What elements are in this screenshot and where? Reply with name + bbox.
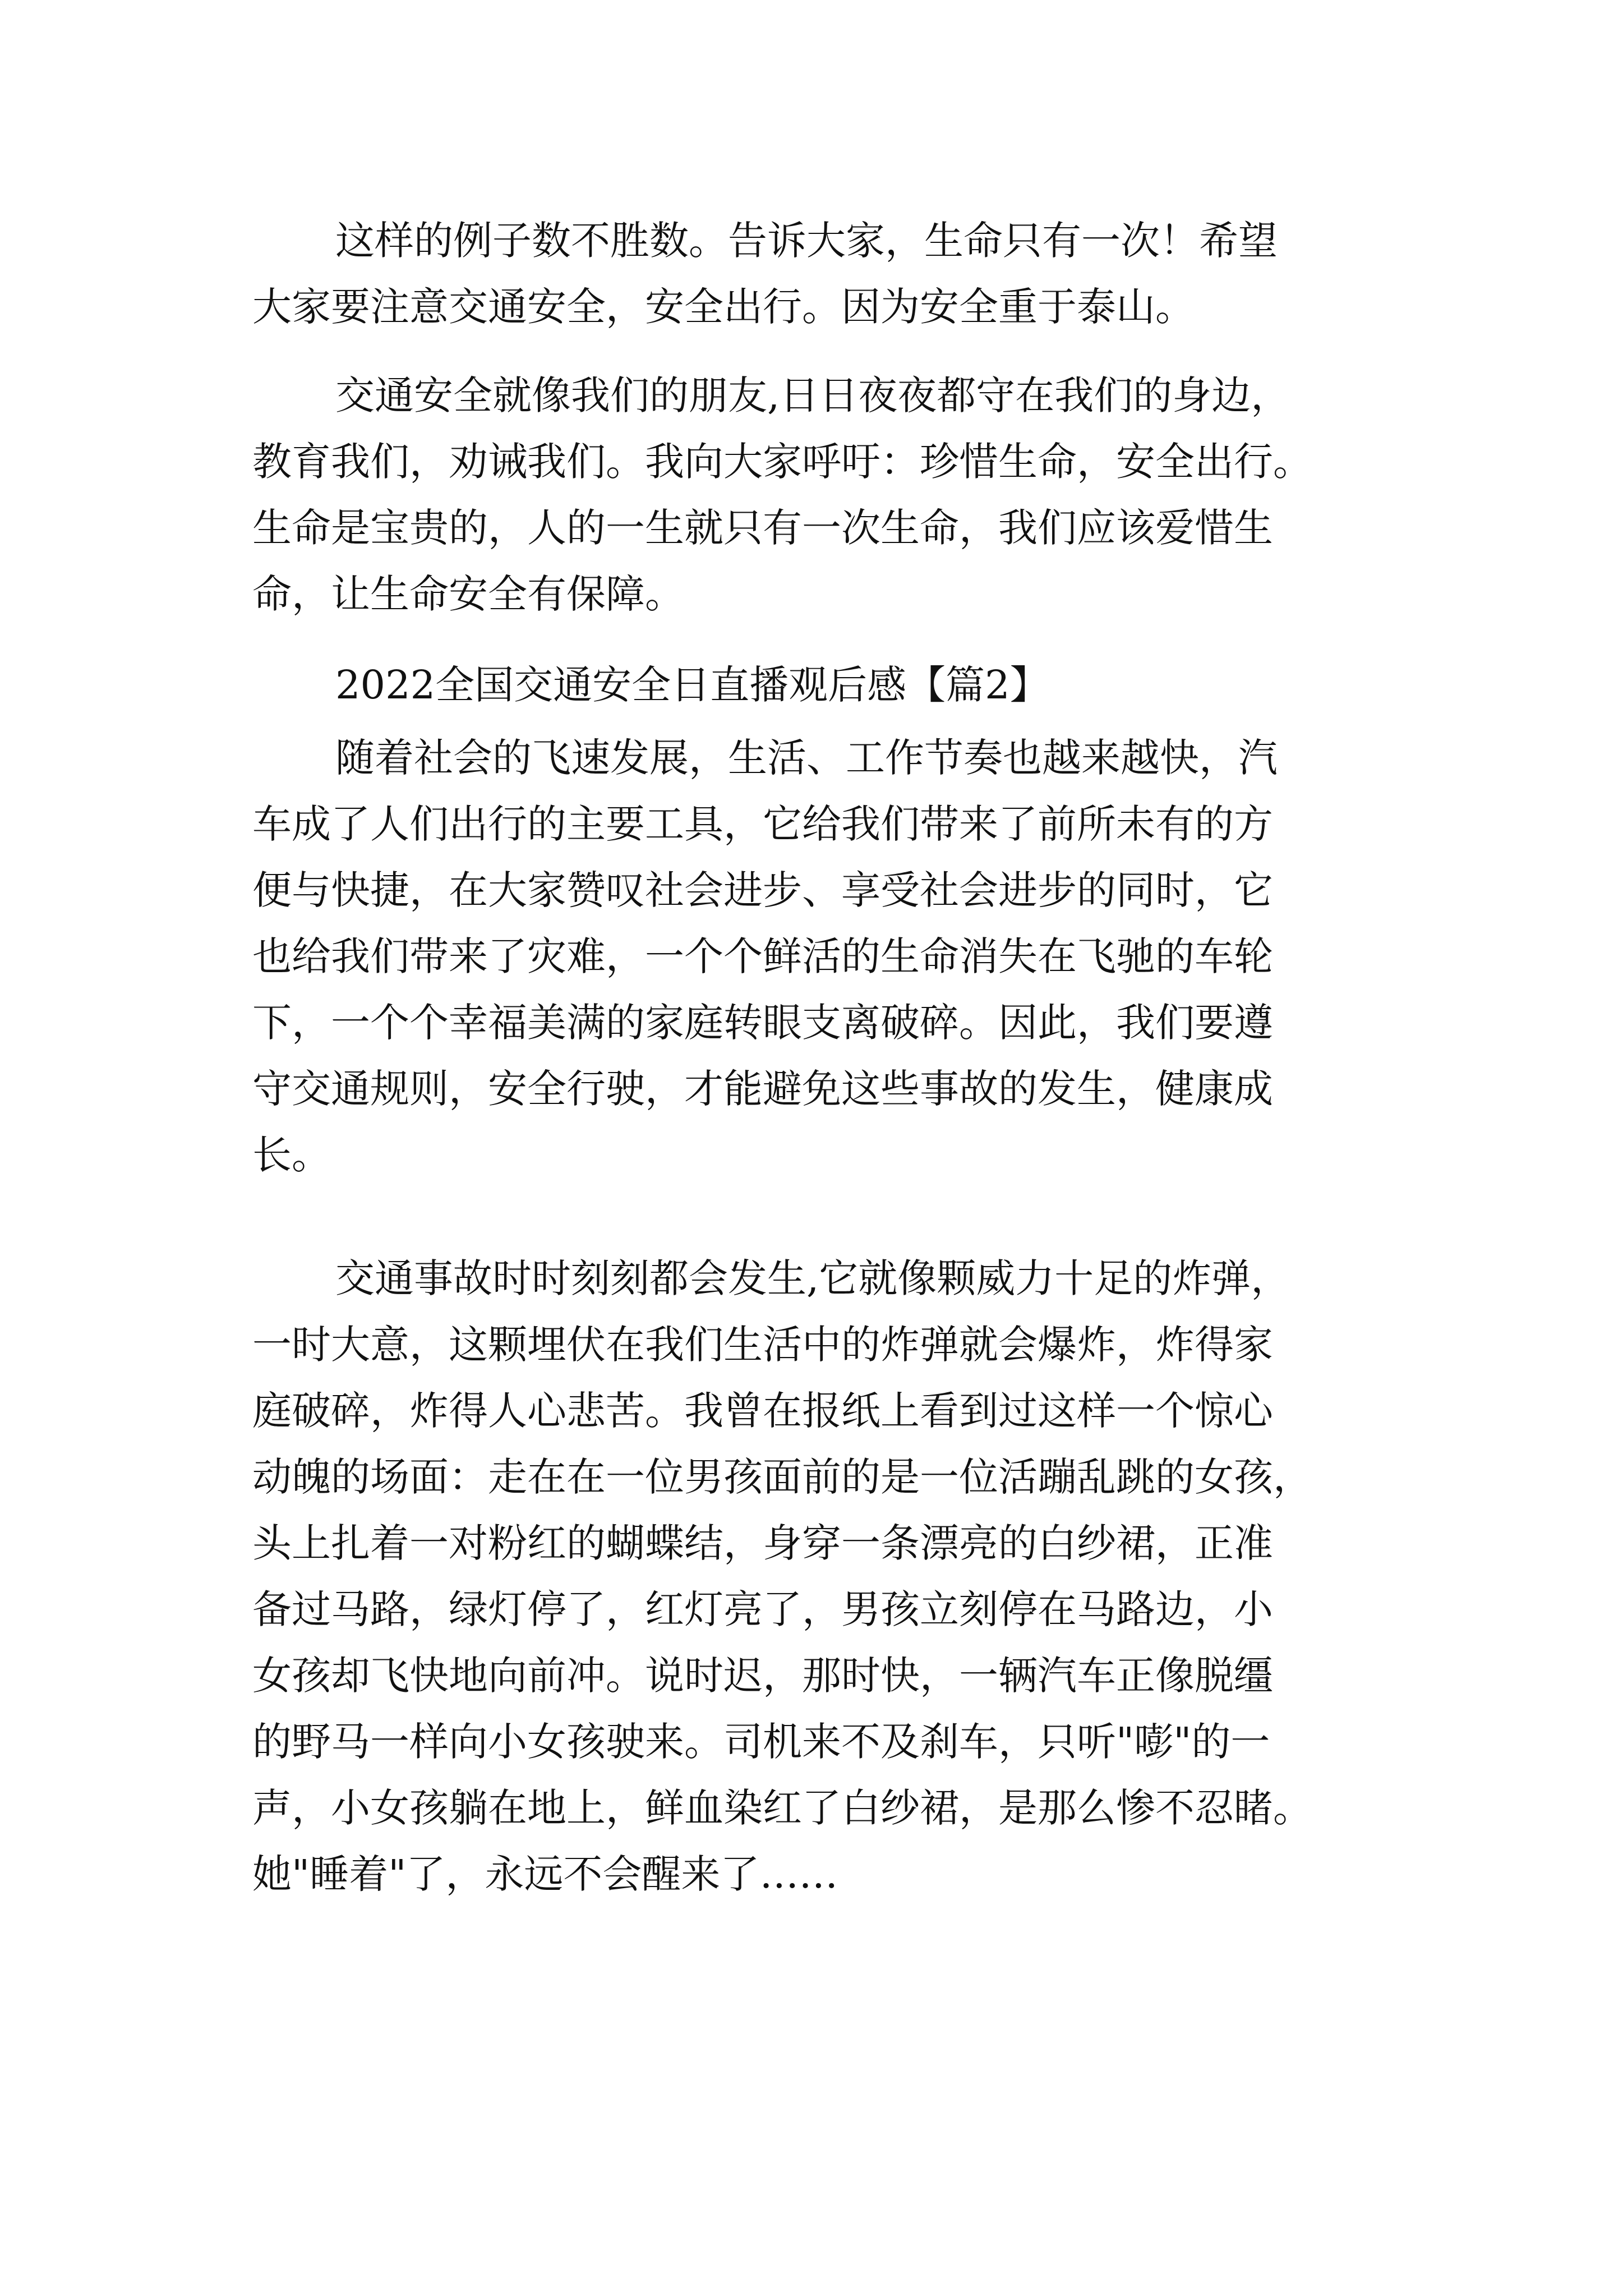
paragraph-line: 长。	[252, 1132, 331, 1178]
paragraph-line: 她"睡着"了，永远不会醒来了……	[252, 1851, 838, 1897]
paragraph-line: 随着社会的飞速发展，生活、工作节奏也越来越快，汽	[335, 735, 1278, 781]
paragraph-line: 守交通规则，安全行驶，才能避免这些事故的发生，健康成	[252, 1066, 1273, 1112]
paragraph-line: 便与快捷，在大家赞叹社会进步、享受社会进步的同时，它	[252, 867, 1273, 913]
paragraph-line: 交通事故时时刻刻都会发生,它就像颗威力十足的炸弹，	[335, 1255, 1290, 1301]
paragraph-1	[252, 208, 1368, 340]
paragraph-line: 车成了人们出行的主要工具，它给我们带来了前所未有的方	[252, 801, 1273, 847]
paragraph-line: 也给我们带来了灾难，一个个鲜活的生命消失在飞驰的车轮	[252, 933, 1273, 979]
paragraph-line: 女孩却飞快地向前冲。说时迟，那时快，一辆汽车正像脱缰	[252, 1653, 1273, 1699]
paragraph-3	[252, 725, 1368, 1188]
section-heading-block	[252, 652, 1368, 718]
paragraph-line: 声，小女孩躺在地上，鲜血染红了白纱裙，是那么惨不忍睹。	[252, 1785, 1312, 1831]
paragraph-line: 庭破碎，炸得人心悲苦。我曾在报纸上看到过这样一个惊心	[252, 1388, 1273, 1434]
paragraph-line: 下，一个个幸福美满的家庭转眼支离破碎。因此，我们要遵	[252, 1000, 1273, 1046]
paragraph-4	[252, 1245, 1368, 1907]
paragraph-line: 交通安全就像我们的朋友,日日夜夜都守在我们的身边，	[335, 372, 1290, 418]
paragraph-line: 头上扎着一对粉红的蝴蝶结，身穿一条漂亮的白纱裙，正准	[252, 1520, 1273, 1566]
paragraph-line: 这样的例子数不胜数。告诉大家，生命只有一次！希望	[335, 218, 1278, 264]
paragraph-line: 一时大意，这颗埋伏在我们生活中的炸弹就会爆炸，炸得家	[252, 1322, 1273, 1368]
paragraph-line: 教育我们，劝诫我们。我向大家呼吁：珍惜生命，安全出行。	[252, 439, 1312, 485]
section-heading: 2022全国交通安全日直播观后感【篇2】	[335, 662, 1049, 708]
paragraph-line: 动魄的场面：走在在一位男孩面前的是一位活蹦乱跳的女孩，	[252, 1454, 1312, 1500]
paragraph-line: 生命是宝贵的，人的一生就只有一次生命，我们应该爱惜生	[252, 505, 1273, 551]
paragraph-2	[252, 362, 1368, 627]
paragraph-line: 备过马路，绿灯停了，红灯亮了，男孩立刻停在马路边，小	[252, 1586, 1273, 1632]
paragraph-line: 命，让生命安全有保障。	[252, 571, 684, 617]
paragraph-line: 的野马一样向小女孩驶来。司机来不及刹车，只听"嘭"的一	[252, 1719, 1270, 1765]
paragraph-line: 大家要注意交通安全，安全出行。因为安全重于泰山。	[252, 284, 1195, 330]
